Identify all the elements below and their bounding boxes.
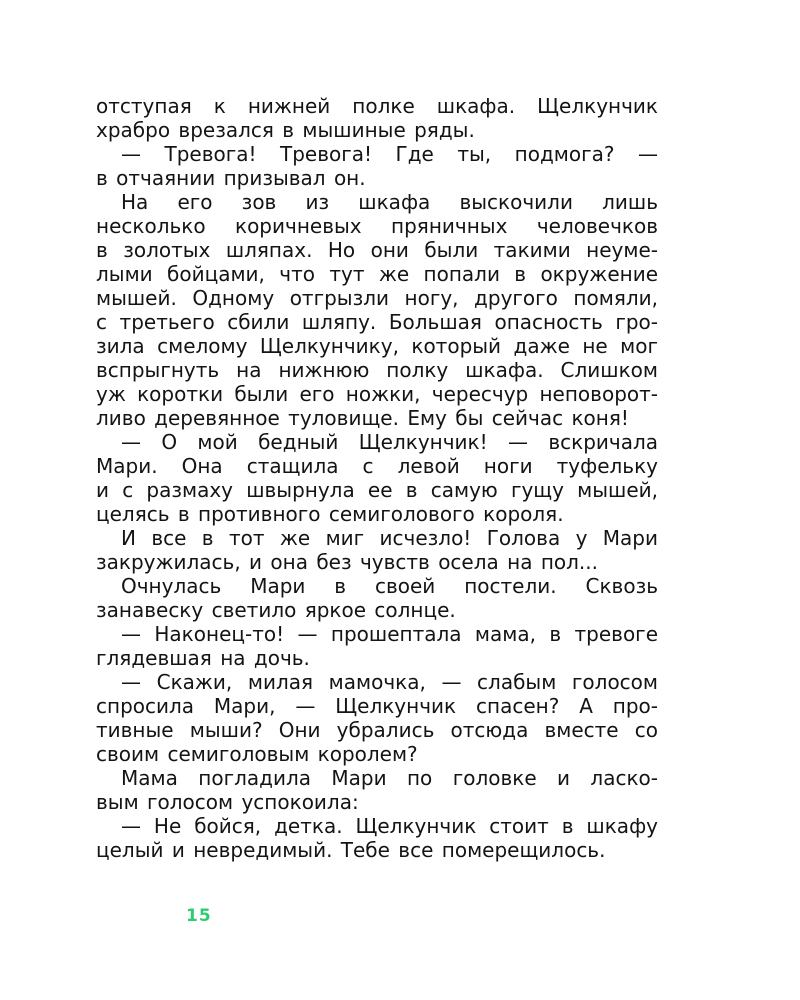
text-line: На его зов из шкафа выскочили лишь [121,190,658,214]
text-line: зила смелому Щелкунчику, который даже не мог [96,334,658,358]
text-line: уж коротки были его ножки, чересчур неповорот- [96,382,658,406]
text-line: — Наконец-то! — прошептала мама, в тревоге [121,622,658,646]
text-line: целый и невредимый. Тебе все померещилось. [96,838,606,862]
text-line: и с размаху швырнула ее в самую гущу мышей, [96,478,658,502]
text-line: в отчаянии призывал он. [96,166,366,190]
page-number: 15 [186,906,212,926]
text-line: с третьего сбили шляпу. Большая опасность гро- [96,310,658,334]
text-line: вым голосом успокоила: [96,790,359,814]
text-line: ливо деревянное туловище. Ему бы сейчас коня! [96,406,629,430]
text-line: вспрыгнуть на нижнюю полку шкафа. Слишком [96,358,658,382]
text-line: — Тревога! Тревога! Где ты, подмога? — [121,142,658,166]
text-line: спросила Мари, — Щелкунчик спасен? А про- [96,694,658,718]
text-line: мышей. Одному отгрызли ногу, другого помяли, [96,286,658,310]
text-line: несколько коричневых пряничных человечков [96,214,658,238]
text-line: Мама погладила Мари по головке и ласко- [121,766,658,790]
text-line: — Не бойся, детка. Щелкунчик стоит в шкафу [121,814,658,838]
text-line: глядевшая на дочь. [96,646,310,670]
text-line: целясь в противного семиголового короля. [96,502,564,526]
page-body-text [96,94,658,862]
text-line: отступая к нижней полке шкафа. Щелкунчик [96,94,658,118]
text-line: тивные мыши? Они убрались отсюда вместе со [96,718,658,742]
text-line: занавеску светило яркое солнце. [96,598,456,622]
text-line: закружилась, и она без чувств осела на пол... [96,550,598,574]
text-line: Очнулась Мари в своей постели. Сквозь [121,574,658,598]
text-line: — О мой бедный Щелкунчик! — вскричала [121,430,658,454]
text-line: своим семиголовым королем? [96,742,418,766]
text-line: И все в тот же миг исчезло! Голова у Мари [121,526,658,550]
text-line: Мари. Она стащила с левой ноги туфельку [96,454,658,478]
text-line: храбро врезался в мышиные ряды. [96,118,475,142]
text-line: — Скажи, милая мамочка, — слабым голосом [121,670,658,694]
text-line: лыми бойцами, что тут же попали в окружение [96,262,658,286]
text-line: в золотых шляпах. Но они были такими неуме- [96,238,658,262]
